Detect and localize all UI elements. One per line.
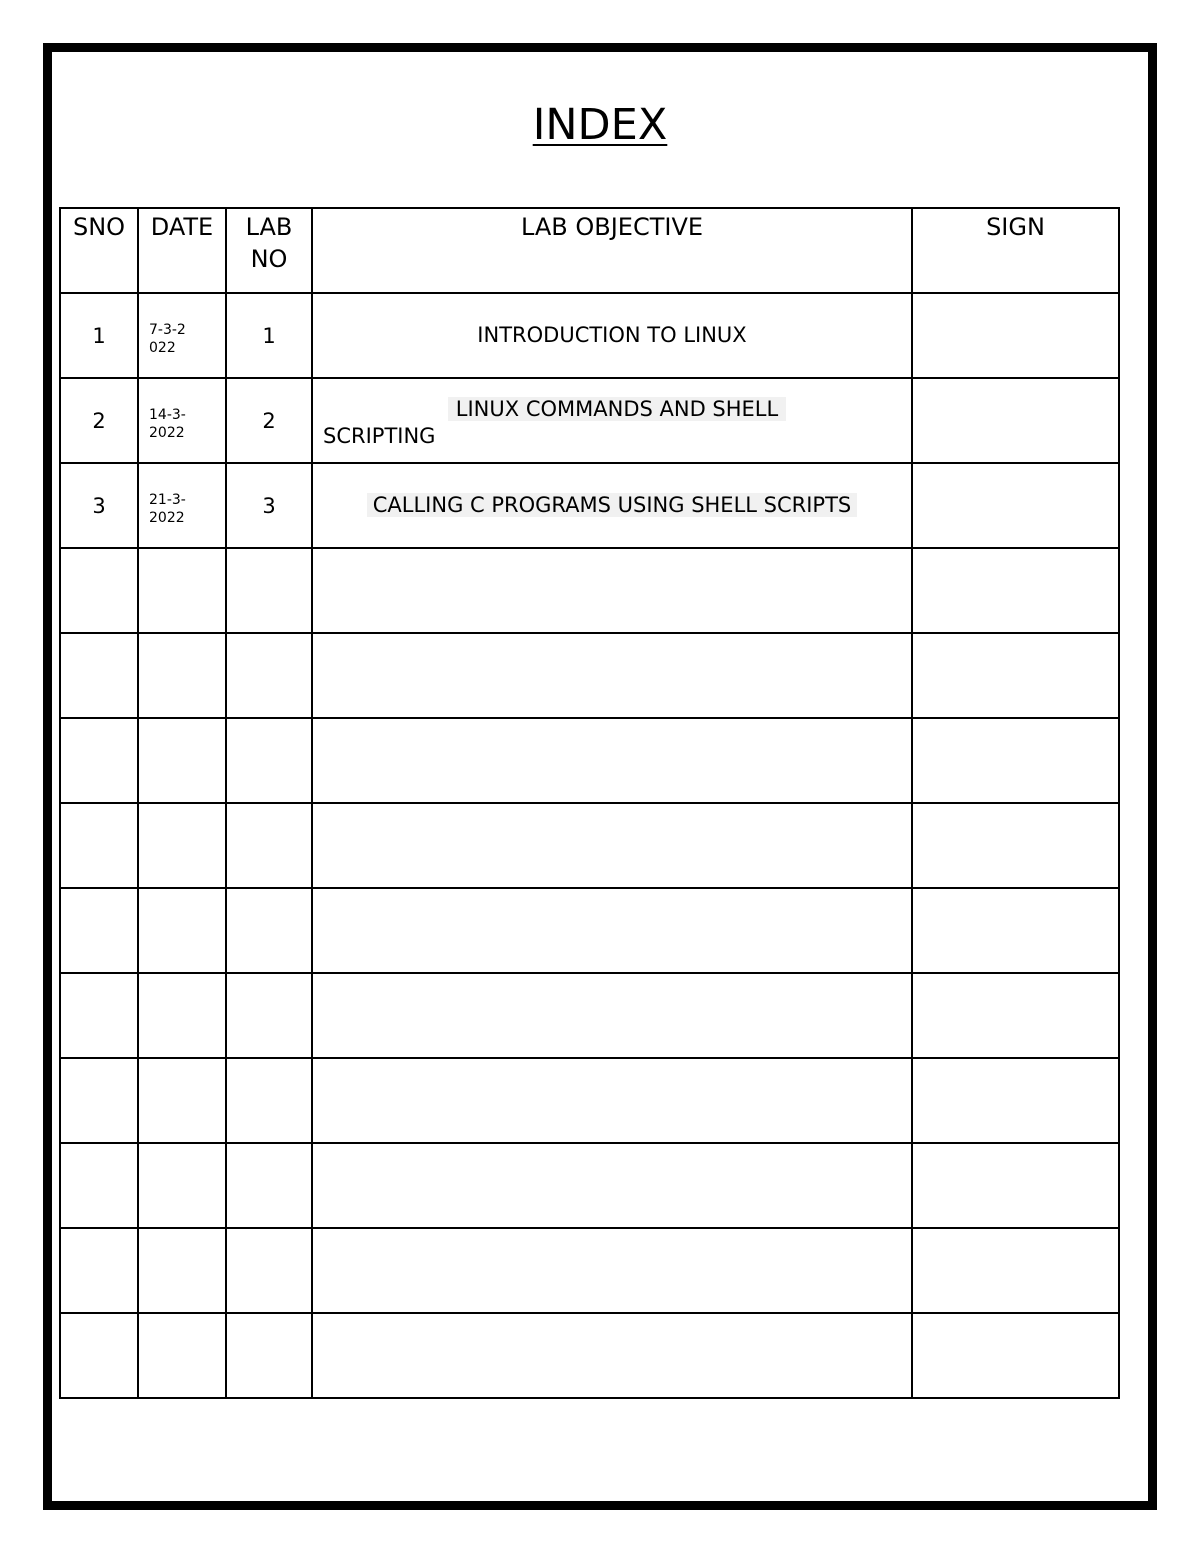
cell-lab-no <box>226 1228 312 1313</box>
cell-sign <box>912 1058 1119 1143</box>
header-sign: SIGN <box>912 208 1119 293</box>
table-row-empty <box>60 718 1119 803</box>
index-table <box>59 207 1120 1399</box>
cell-objective <box>312 1313 912 1398</box>
cell-objective <box>312 548 912 633</box>
header-lab-no-text: LAB NO <box>245 213 293 273</box>
cell-sno <box>60 1313 138 1398</box>
cell-lab-no <box>226 888 312 973</box>
cell-sno <box>60 718 138 803</box>
cell-date <box>138 973 226 1058</box>
cell-sno <box>60 633 138 718</box>
cell-lab-no: 3 <box>226 463 312 548</box>
cell-sno: 1 <box>60 293 138 378</box>
cell-sno: 3 <box>60 463 138 548</box>
cell-sign <box>912 888 1119 973</box>
table-row-empty <box>60 973 1119 1058</box>
cell-sno <box>60 548 138 633</box>
page-title: INDEX <box>532 100 668 150</box>
cell-date <box>138 1228 226 1313</box>
header-date: DATE <box>138 208 226 293</box>
cell-lab-no: 2 <box>226 378 312 463</box>
table-header-row <box>60 208 1119 293</box>
cell-sign <box>912 973 1119 1058</box>
objective-line2: SCRIPTING <box>323 423 436 448</box>
cell-objective: INTRODUCTION TO LINUX <box>312 293 912 378</box>
objective-text: CALLING C PROGRAMS USING SHELL SCRIPTS <box>367 493 858 517</box>
cell-lab-no <box>226 973 312 1058</box>
cell-date-text: 14-3-2022 <box>149 406 186 441</box>
cell-date <box>138 888 226 973</box>
table-row-empty <box>60 1143 1119 1228</box>
table-row-empty <box>60 1228 1119 1313</box>
cell-objective <box>312 718 912 803</box>
table-row <box>60 463 1119 548</box>
objective-line1-wrap <box>323 396 911 423</box>
cell-sno <box>60 1143 138 1228</box>
cell-sign <box>912 803 1119 888</box>
cell-date <box>138 463 226 548</box>
cell-sign <box>912 718 1119 803</box>
cell-lab-no <box>226 1313 312 1398</box>
cell-sign <box>912 293 1119 378</box>
cell-sno <box>60 803 138 888</box>
cell-sign <box>912 1143 1119 1228</box>
cell-objective <box>312 378 912 463</box>
cell-date <box>138 1143 226 1228</box>
cell-date <box>138 1313 226 1398</box>
cell-sno <box>60 888 138 973</box>
cell-objective <box>312 1058 912 1143</box>
cell-sign <box>912 1313 1119 1398</box>
cell-sign <box>912 378 1119 463</box>
cell-lab-no <box>226 633 312 718</box>
cell-date <box>138 803 226 888</box>
cell-sign <box>912 548 1119 633</box>
cell-lab-no <box>226 548 312 633</box>
cell-objective <box>312 463 912 548</box>
cell-sign <box>912 1228 1119 1313</box>
header-sno: SNO <box>60 208 138 293</box>
table-row-empty <box>60 803 1119 888</box>
cell-sno <box>60 973 138 1058</box>
header-objective: LAB OBJECTIVE <box>312 208 912 293</box>
header-lab-no <box>226 208 312 293</box>
cell-objective <box>312 888 912 973</box>
table-row-empty <box>60 888 1119 973</box>
table-row-empty <box>60 633 1119 718</box>
table-row <box>60 293 1119 378</box>
cell-sno <box>60 1058 138 1143</box>
table-row-empty <box>60 1313 1119 1398</box>
cell-sno <box>60 1228 138 1313</box>
cell-lab-no <box>226 718 312 803</box>
table-row <box>60 378 1119 463</box>
table-row-empty <box>60 1058 1119 1143</box>
cell-objective <box>312 633 912 718</box>
cell-objective <box>312 1143 912 1228</box>
cell-lab-no <box>226 1143 312 1228</box>
cell-date <box>138 1058 226 1143</box>
cell-lab-no <box>226 803 312 888</box>
cell-sign <box>912 633 1119 718</box>
cell-date-text: 7-3-2022 <box>149 321 186 356</box>
cell-objective <box>312 973 912 1058</box>
cell-objective <box>312 1228 912 1313</box>
table-row-empty <box>60 548 1119 633</box>
cell-lab-no: 1 <box>226 293 312 378</box>
cell-date <box>138 548 226 633</box>
cell-date <box>138 718 226 803</box>
cell-objective <box>312 803 912 888</box>
cell-date <box>138 293 226 378</box>
objective-line1: LINUX COMMANDS AND SHELL <box>448 397 786 421</box>
cell-sno: 2 <box>60 378 138 463</box>
cell-date <box>138 633 226 718</box>
cell-date <box>138 378 226 463</box>
cell-lab-no <box>226 1058 312 1143</box>
cell-sign <box>912 463 1119 548</box>
cell-date-text: 21-3-2022 <box>149 491 186 526</box>
